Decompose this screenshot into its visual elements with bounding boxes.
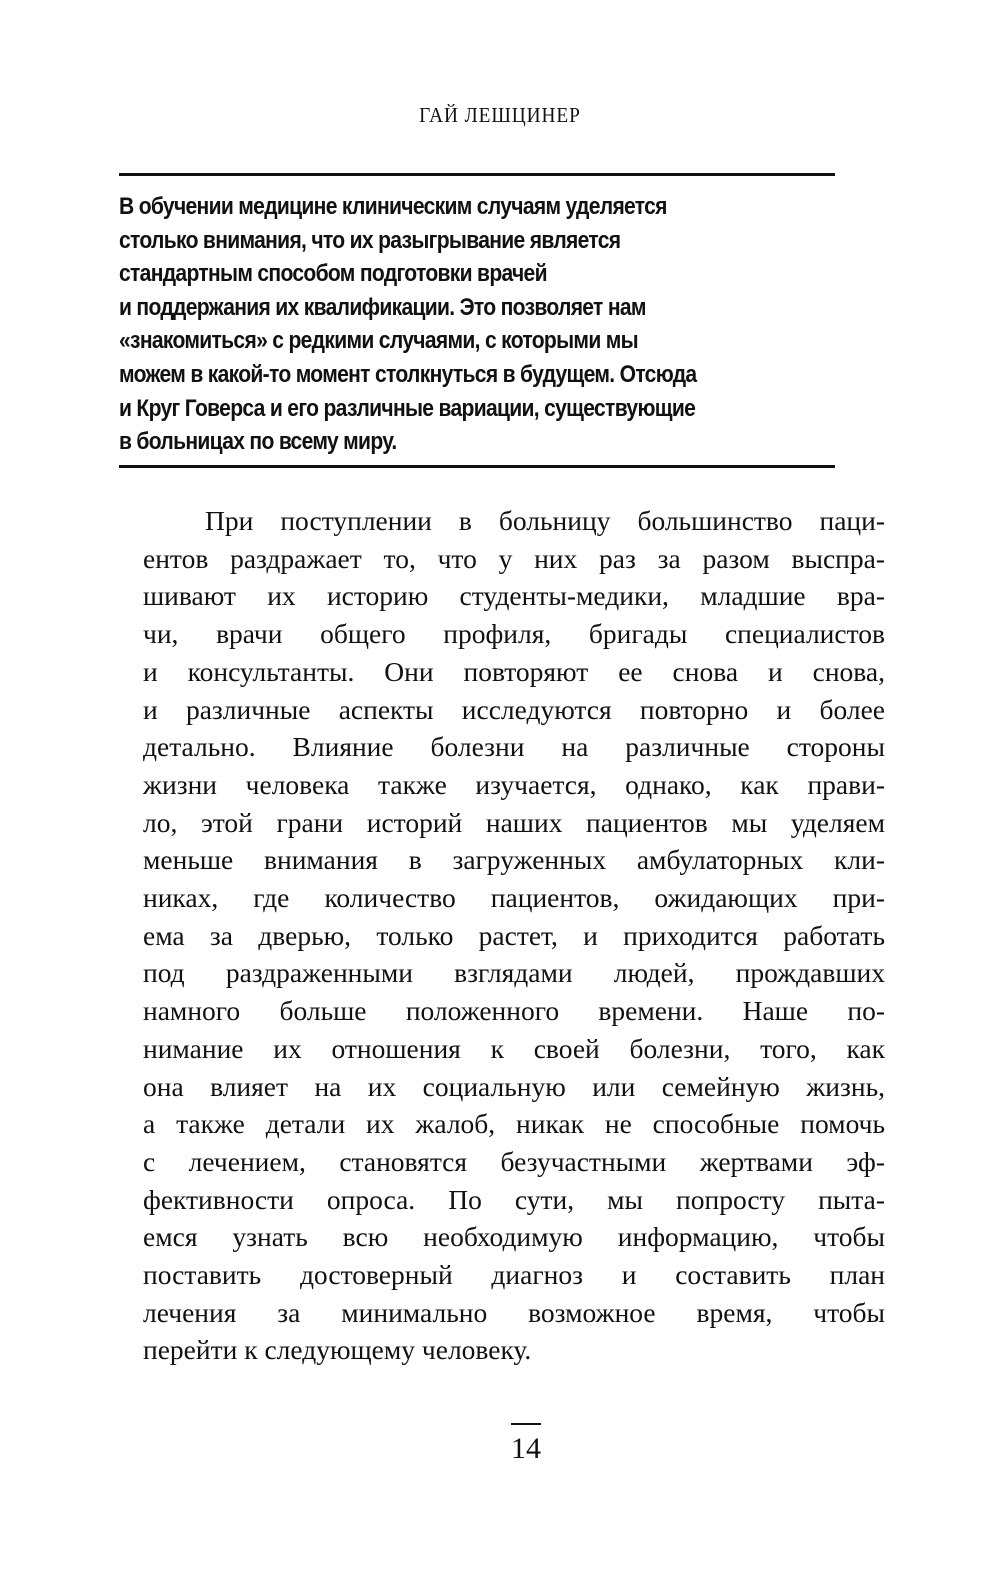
body-line: и различные аспекты исследуются повторно и более (143, 693, 885, 725)
body-line: жизни человека также изучается, однако, как прави- (143, 768, 885, 800)
running-head-author: ГАЙ ЛЕШЦИНЕР (419, 103, 581, 127)
body-line: под раздраженными взглядами людей, прождавших (143, 957, 885, 989)
sidebar-callout (119, 190, 859, 459)
body-paragraph (143, 502, 885, 1369)
body-line: нимание их отношения к своей болезни, того, как (143, 1032, 885, 1064)
body-line: ентов раздражает то, что у них раз за разом выспра- (143, 542, 885, 574)
body-line: меньше внимания в загруженных амбулаторных кли- (143, 844, 885, 876)
sidebar-line: столько внимания, что их разыгрывание является (119, 226, 621, 254)
sidebar-line: «знакомиться» с редкими случаями, с которыми мы (119, 327, 638, 355)
body-line: емся узнать всю необходимую информацию, чтобы (143, 1221, 885, 1253)
sidebar-line: и поддержания их квалификации. Это позволяет нам (119, 293, 646, 321)
body-line: лечения за минимально возможное время, чтобы (143, 1296, 885, 1328)
body-line: фективности опроса. По сути, мы попросту пыта- (143, 1183, 885, 1215)
sidebar-bottom-rule (119, 465, 835, 468)
sidebar-line: можем в какой-то момент столкнуться в будущем. Отсюда (119, 360, 697, 388)
body-line: с лечением, становятся безучастными жертвами эф- (143, 1145, 885, 1177)
page-number-dash (511, 1423, 541, 1425)
sidebar-line: В обучении медицине клиническим случаям уделяется (119, 193, 667, 220)
body-line: чи, врачи общего профиля, бригады специалистов (143, 618, 885, 650)
sidebar-line: и Круг Говерса и его различные вариации, существующие (119, 394, 696, 422)
body-line: детально. Влияние болезни на различные стороны (143, 731, 885, 763)
body-line: ло, этой грани историй наших пациентов мы уделяем (143, 806, 885, 838)
page-number: 14 (511, 1432, 541, 1465)
sidebar-line: в больницах по всему миру. (119, 428, 397, 456)
body-line: перейти к следующему человеку. (143, 1334, 532, 1366)
body-line: При поступлении в больницу большинство паци- (205, 505, 885, 536)
sidebar-line: стандартным способом подготовки врачей (119, 260, 547, 288)
body-line: шивают их историю студенты-медики, младшие вра- (143, 580, 885, 612)
body-line: намного больше положенного времени. Наше по- (143, 995, 885, 1027)
body-line: а также детали их жалоб, никак не способные помочь (143, 1108, 885, 1140)
body-line: поставить достоверный диагноз и составить план (143, 1259, 885, 1291)
body-line: и консультанты. Они повторяют ее снова и снова, (143, 655, 885, 687)
body-line: она влияет на их социальную или семейную жизнь, (143, 1070, 885, 1102)
body-line: ема за дверью, только растет, и приходится работать (143, 919, 885, 951)
body-line: никах, где количество пациентов, ожидающих при- (143, 882, 885, 914)
sidebar-top-rule (119, 173, 835, 176)
